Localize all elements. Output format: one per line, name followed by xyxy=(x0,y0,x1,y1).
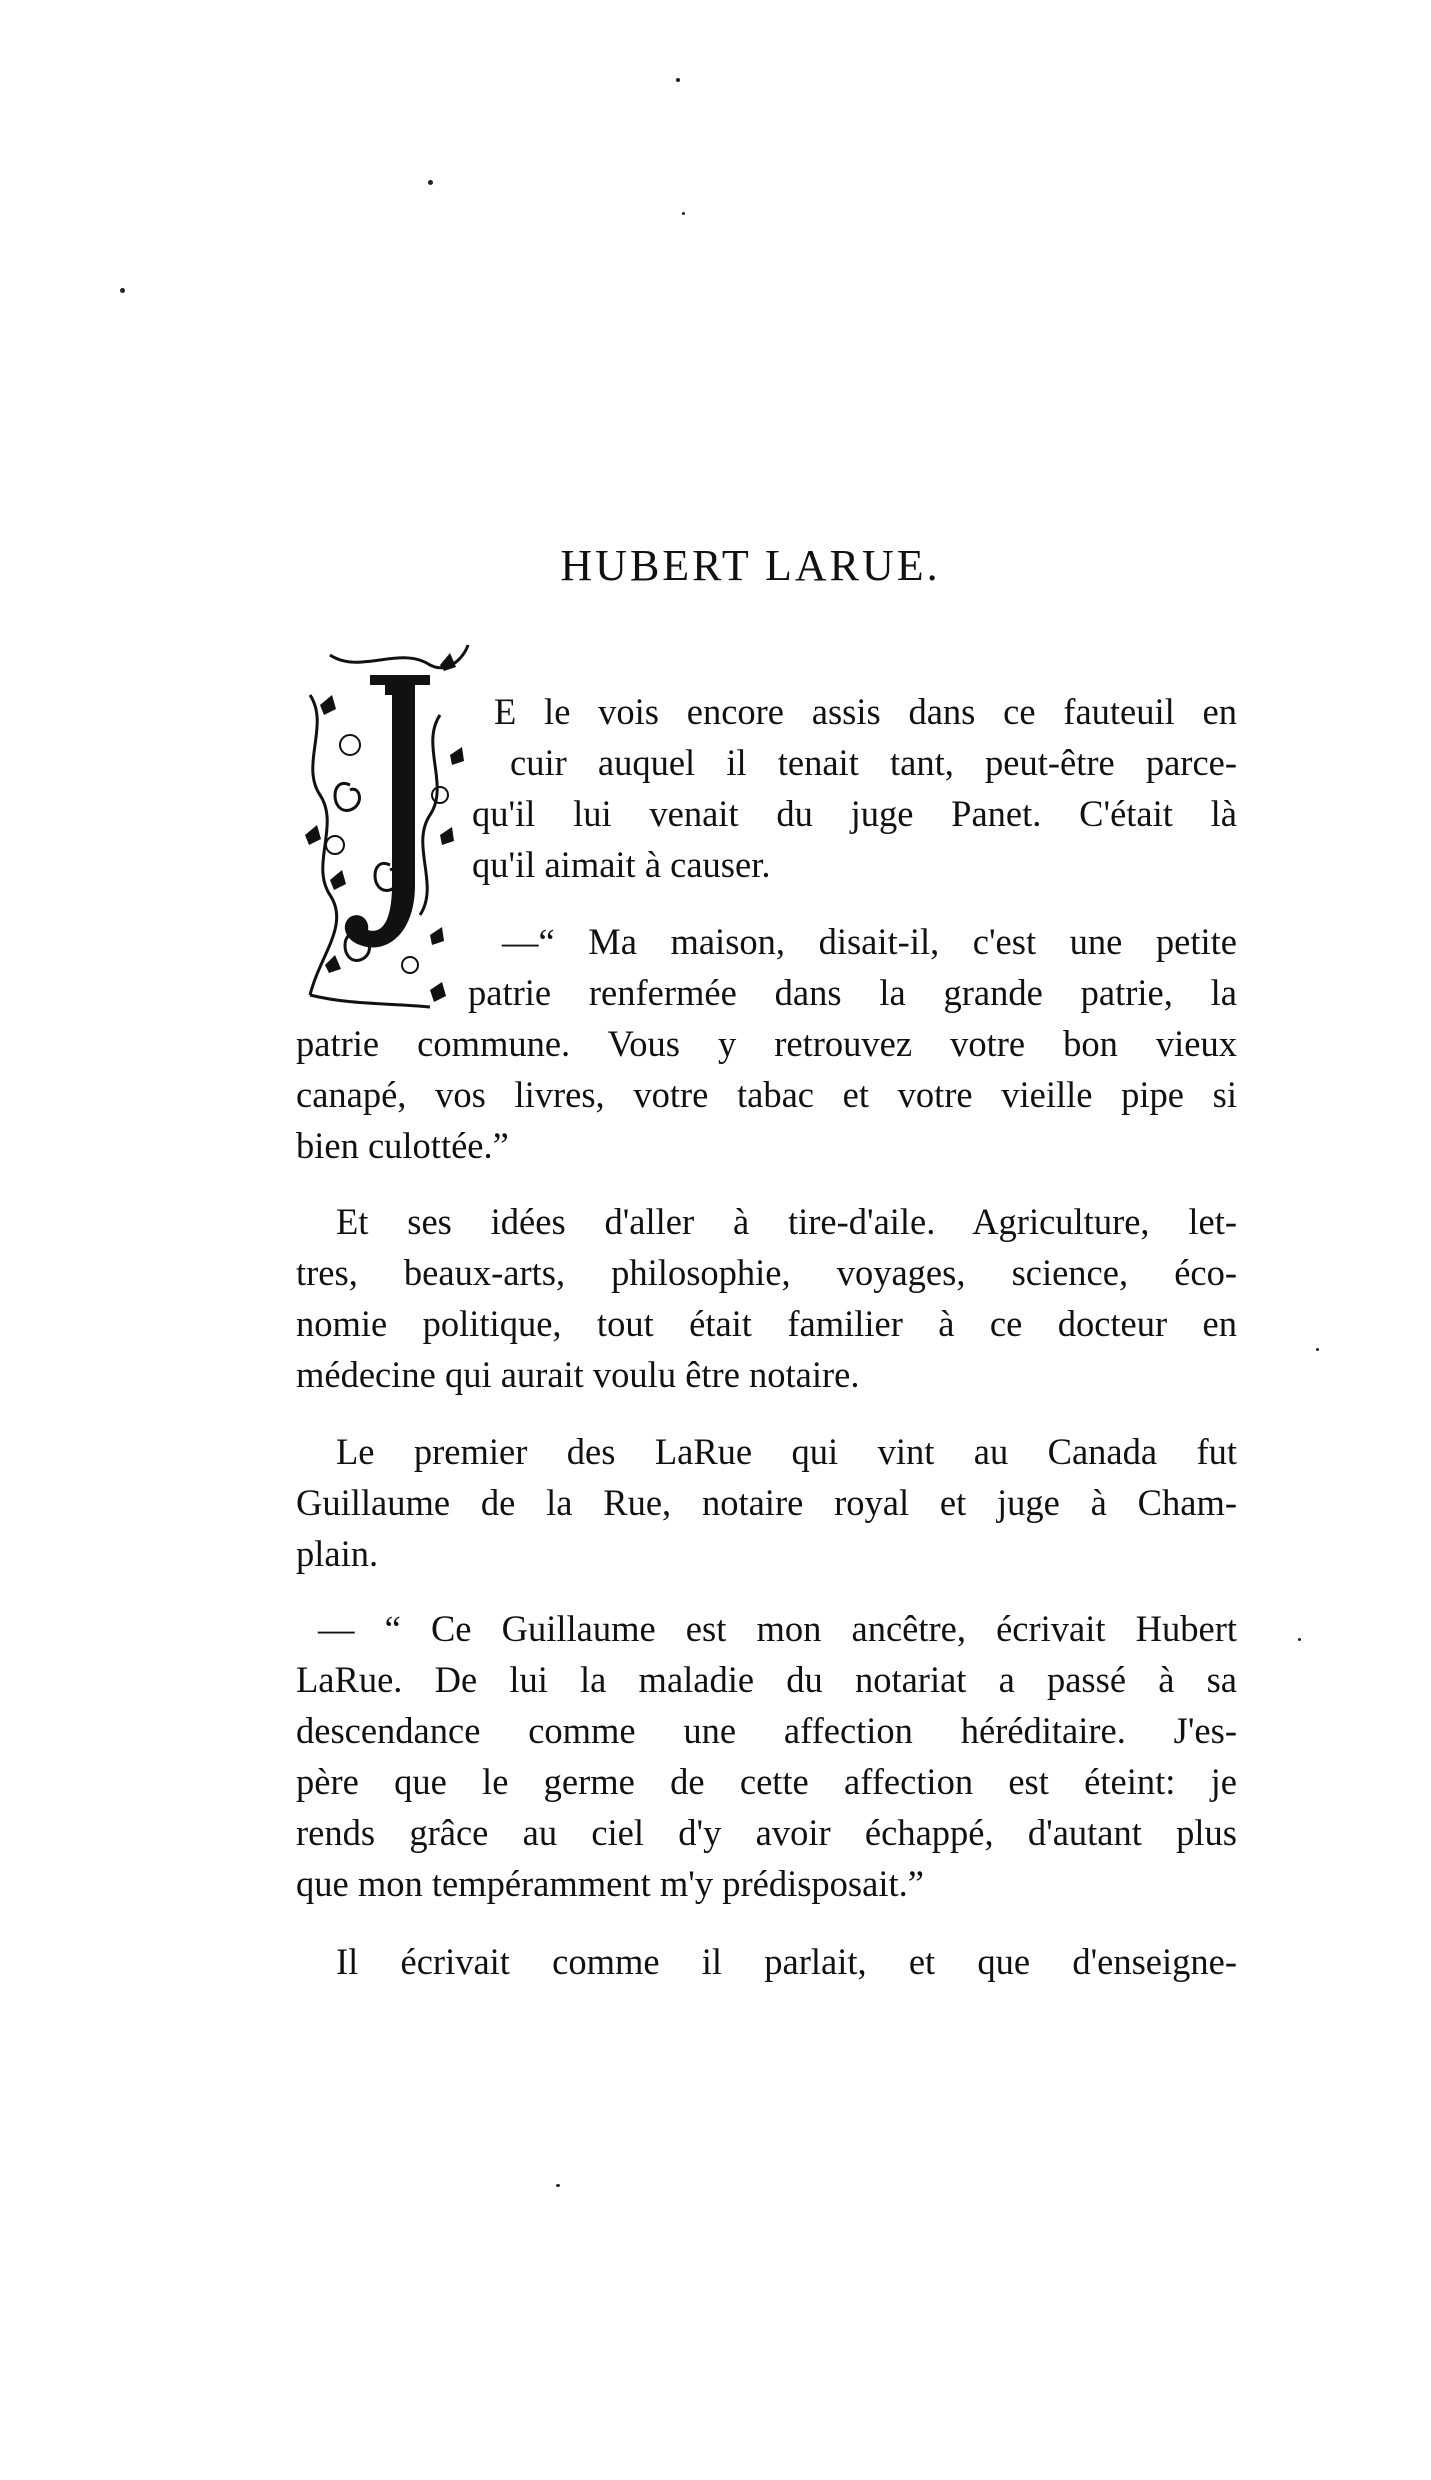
text-line: père que le germe de cette affection est éteint: je xyxy=(296,1761,1237,1802)
ornamental-drop-cap xyxy=(290,635,470,1015)
print-speck xyxy=(682,212,685,215)
text-line: plain. xyxy=(296,1533,379,1574)
text-line: E le vois encore assis dans ce fauteuil en xyxy=(494,691,1237,732)
text-line: Et ses idées d'aller à tire-d'aile. Agriculture, let- xyxy=(336,1201,1237,1242)
text-line: médecine qui aurait voulu être notaire. xyxy=(296,1354,860,1395)
text-line: tres, beaux-arts, philosophie, voyages, science, éco- xyxy=(296,1252,1237,1293)
text-line: Il écrivait comme il parlait, et que d'enseigne- xyxy=(336,1941,1237,1982)
print-speck xyxy=(676,78,680,82)
text-line: descendance comme une affection héréditaire. J'es- xyxy=(296,1710,1237,1751)
text-line: cuir auquel il tenait tant, peut-être parce- xyxy=(510,742,1237,783)
text-line: nomie politique, tout était familier à ce docteur en xyxy=(296,1303,1237,1344)
text-line: patrie renfermée dans la grande patrie, la xyxy=(468,972,1237,1013)
text-line: qu'il lui venait du juge Panet. C'était là xyxy=(472,793,1237,834)
print-speck xyxy=(556,2184,560,2187)
text-line: qu'il aimait à causer. xyxy=(472,844,771,885)
chapter-title: HUBERT LARUE. xyxy=(560,541,941,590)
print-speck xyxy=(1298,1638,1301,1641)
print-speck xyxy=(428,180,433,185)
text-line: patrie commune. Vous y retrouvez votre bon vieux xyxy=(296,1023,1237,1064)
print-speck xyxy=(1316,1348,1319,1351)
text-line: canapé, vos livres, votre tabac et votre vieille pipe si xyxy=(296,1074,1237,1115)
text-line: LaRue. De lui la maladie du notariat a passé à sa xyxy=(296,1659,1237,1700)
text-line: — “ Ce Guillaume est mon ancêtre, écrivait Hubert xyxy=(318,1608,1237,1649)
text-line: Guillaume de la Rue, notaire royal et juge à Cham- xyxy=(296,1482,1237,1523)
print-speck xyxy=(120,288,125,293)
text-line: —“ Ma maison, disait-il, c'est une petite xyxy=(502,921,1237,962)
text-line: que mon tempéramment m'y prédisposait.” xyxy=(296,1863,924,1904)
text-line: rends grâce au ciel d'y avoir échappé, d'autant plus xyxy=(296,1812,1237,1853)
text-line: Le premier des LaRue qui vint au Canada fut xyxy=(336,1431,1237,1472)
text-line: bien culottée.” xyxy=(296,1125,509,1166)
